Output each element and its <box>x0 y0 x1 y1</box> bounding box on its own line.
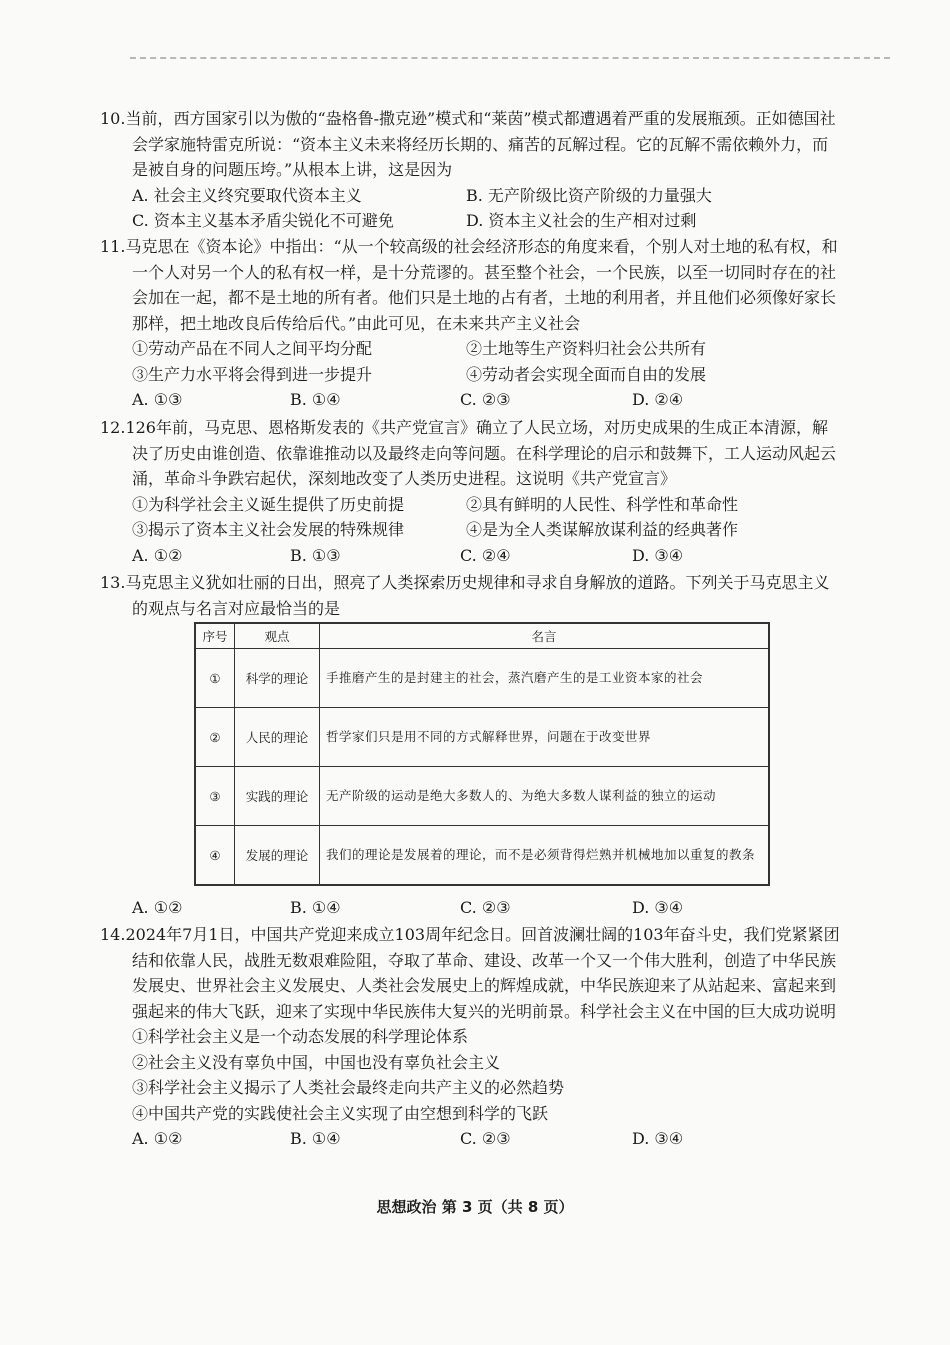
statement-4: ④劳动者会实现全面而自由的发展 <box>466 364 707 384</box>
statement-4: ④是为全人类谋解放谋利益的经典著作 <box>466 520 739 539</box>
option-a: A. ①② <box>132 898 183 917</box>
question-12 <box>100 415 840 568</box>
option-a: A. ①② <box>132 545 183 565</box>
statement-3: ③生产力水平将会得到进一步提升 <box>132 364 373 384</box>
option-b: B. ①④ <box>290 1129 341 1148</box>
option-c: C. ②③ <box>460 898 511 917</box>
row-number: ③ <box>195 767 235 826</box>
option-a: A. ①③ <box>132 390 183 409</box>
table-row <box>195 767 769 826</box>
option-c: C. ②③ <box>460 390 511 409</box>
option-a: A. ①② <box>132 1129 183 1148</box>
row-quote: 手推磨产生的是封建主的社会，蒸汽磨产生的是工业资本家的社会 <box>320 649 770 708</box>
row-number: ② <box>195 708 235 767</box>
question-14-stem: 14.2024年7月1日，中国共产党迎来成立103周年纪念日。回首波澜壮阔的103年奋斗史，我们党紧紧团结和依靠人民，战胜无数艰难险阻，夺取了革命、建设、改革一个又一个伟大胜利，创造了中华民族发展史、世界社会主义发展史、人类社会发展史上的辉煌成就，中华民族迎来了从站起来、富起来到强起来的伟大飞跃，迎来了实现中华民族伟大复兴的光明前景。科学社会主义在中国的巨大成功说明 <box>100 925 840 1021</box>
row-quote: 哲学家们只是用不同的方式解释世界，问题在于改变世界 <box>320 708 770 767</box>
quote-table <box>194 622 770 886</box>
question-11-options <box>100 387 840 413</box>
table-row <box>195 826 769 886</box>
question-11 <box>100 234 840 413</box>
option-a: A. 社会主义终究要取代资本主义 <box>132 185 362 205</box>
row-view: 科学的理论 <box>235 649 320 708</box>
row-view: 发展的理论 <box>235 826 320 886</box>
question-11-statements-row1 <box>100 336 840 362</box>
option-d: D. ③④ <box>632 1129 684 1148</box>
statement-3: ③揭示了资本主义社会发展的特殊规律 <box>132 520 405 539</box>
statement-1: ①科学社会主义是一个动态发展的科学理论体系 <box>132 1027 469 1046</box>
option-c: C. ②③ <box>460 1129 511 1148</box>
question-14-options <box>100 1126 840 1152</box>
statement-2: ②社会主义没有辜负中国，中国也没有辜负社会主义 <box>132 1052 501 1072</box>
question-11-statements-row2 <box>100 362 840 388</box>
statement-4: ④中国共产党的实践使社会主义实现了由空想到科学的飞跃 <box>132 1103 549 1123</box>
header-number: 序号 <box>195 623 235 649</box>
option-c: C. 资本主义基本矛盾尖锐化不可避免 <box>132 211 394 230</box>
row-quote: 无产阶级的运动是绝大多数人的、为绝大多数人谋利益的独立的运动 <box>320 767 770 826</box>
statement-3: ③科学社会主义揭示了人类社会最终走向共产主义的必然趋势 <box>132 1078 565 1097</box>
statement-2: ②土地等生产资料归社会公共所有 <box>466 339 707 358</box>
option-d: D. ③④ <box>632 898 684 917</box>
question-13-options <box>100 895 840 921</box>
statement-1: ①劳动产品在不同人之间平均分配 <box>132 339 373 358</box>
question-13-answers <box>100 895 840 921</box>
question-10 <box>100 106 840 234</box>
table-row <box>195 708 769 767</box>
option-c: C. ②④ <box>460 545 511 565</box>
question-12-statements-row1 <box>100 492 840 518</box>
statement-2: ②具有鲜明的人民性、科学性和革命性 <box>466 494 739 514</box>
question-12-statements-row2 <box>100 517 840 543</box>
question-10-options-row1 <box>100 183 840 209</box>
option-b: B. ①④ <box>290 390 341 409</box>
option-d: D. 资本主义社会的生产相对过剩 <box>466 211 697 230</box>
question-13 <box>100 570 840 621</box>
question-13-stem: 13.马克思主义犹如壮丽的日出，照亮了人类探索历史规律和寻求自身解放的道路。下列关于马克思主义的观点与名言对应最恰当的是 <box>100 573 830 618</box>
row-number: ④ <box>195 826 235 886</box>
question-10-stem: 10.当前，西方国家引以为傲的“盎格鲁-撒克逊”模式和“莱茵”模式都遭遇着严重的发展瓶颈。正如德国社会学家施特雷克所说：“资本主义未来将经历长期的、痛苦的瓦解过程。它的瓦解不需依赖外力，而是被自身的问题压垮。”从根本上讲，这是因为 <box>100 109 836 179</box>
statement-1: ①为科学社会主义诞生提供了历史前提 <box>132 494 405 514</box>
question-12-options <box>100 543 840 569</box>
table-header-row <box>195 623 769 649</box>
question-11-stem: 11.马克思在《资本论》中指出：“从一个较高级的社会经济形态的角度来看，个别人对土地的私有权，和一个人对另一个人的私有权一样，是十分荒谬的。甚至整个社会，一个民族，以至一切同时存在的社会加在一起，都不是土地的所有者。他们只是土地的占有者，土地的利用者，并且他们必须像好家长那样，把土地改良后传给后代。”由此可见，在未来共产主义社会 <box>100 237 838 333</box>
row-view: 人民的理论 <box>235 708 320 767</box>
header-view: 观点 <box>235 623 320 649</box>
page-footer: 思想政治 第 3 页（共 8 页） <box>376 1198 574 1216</box>
option-b: B. ①③ <box>290 545 341 565</box>
option-d: D. ②④ <box>632 390 684 409</box>
row-quote: 我们的理论是发展着的理论，而不是必须背得烂熟并机械地加以重复的教条 <box>320 826 770 886</box>
row-number: ① <box>195 649 235 708</box>
question-14 <box>100 922 840 1152</box>
row-view: 实践的理论 <box>235 767 320 826</box>
header-quote: 名言 <box>320 623 770 649</box>
question-10-options-row2 <box>100 208 840 234</box>
option-d: D. ③④ <box>632 545 684 565</box>
table-row <box>195 649 769 708</box>
option-b: B. ①④ <box>290 898 341 917</box>
top-rule <box>130 57 890 59</box>
option-b: B. 无产阶级比资产阶级的力量强大 <box>466 185 712 205</box>
question-12-stem: 12.126年前，马克思、恩格斯发表的《共产党宣言》确立了人民立场，对历史成果的生成正本清源，解决了历史由谁创造、依靠谁推动以及最终走向等问题。在科学理论的启示和鼓舞下，工人运动风起云涌，革命斗争跌宕起伏，深刻地改变了人类历史进程。这说明《共产党宣言》 <box>100 418 837 488</box>
